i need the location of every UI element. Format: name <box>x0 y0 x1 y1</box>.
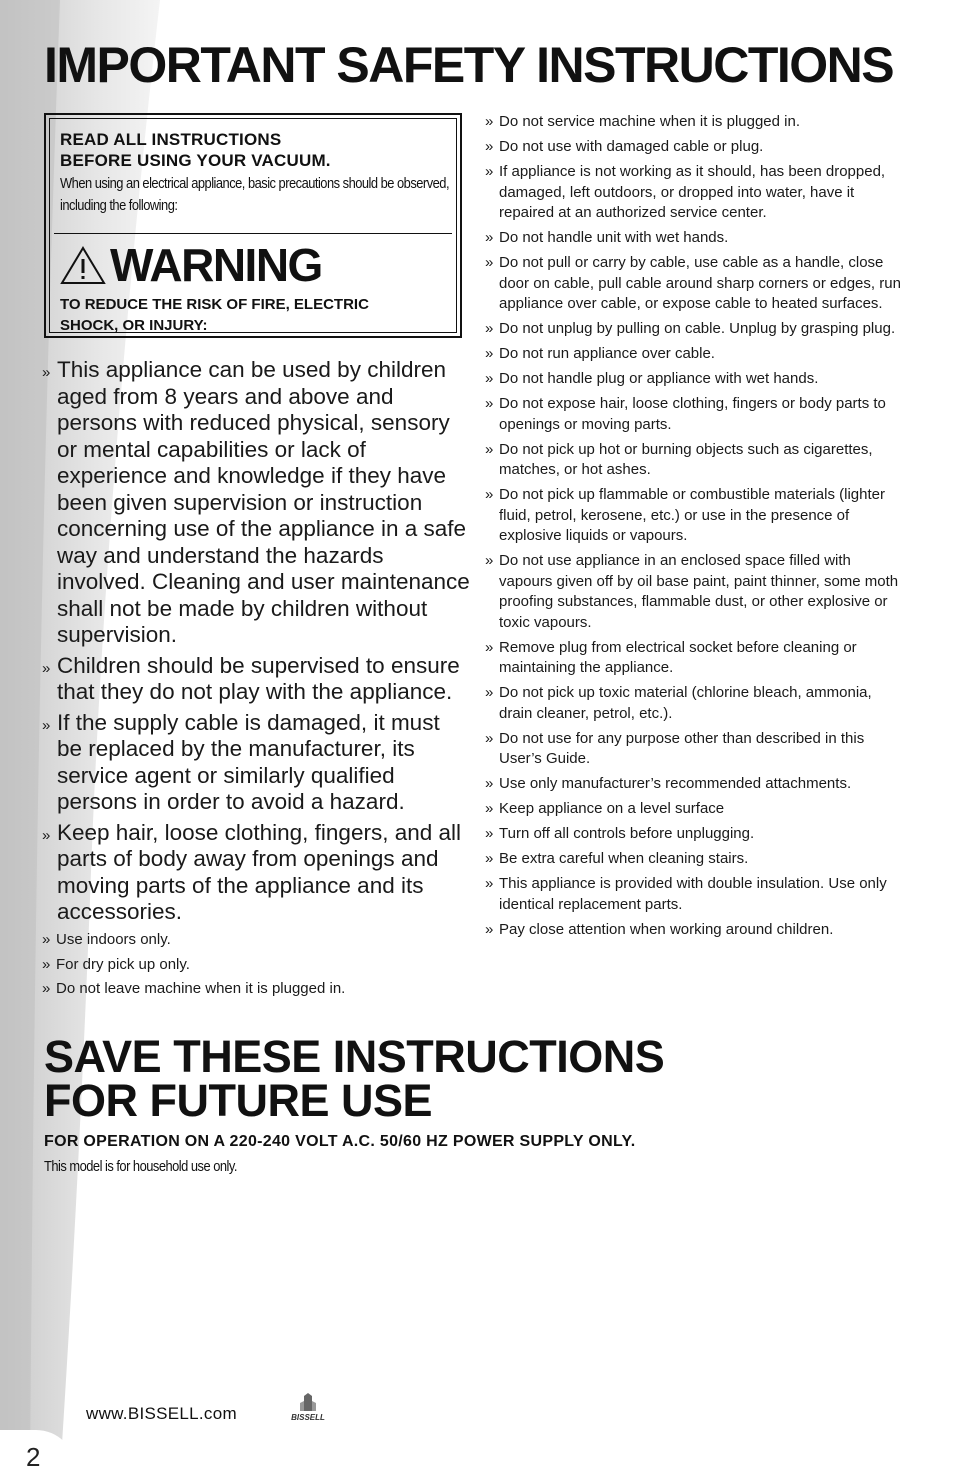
save-instructions-title <box>44 1031 665 1126</box>
precautions-text: When using an electrical appliance, basic precautions should be observed, including the following: <box>60 175 450 214</box>
list-item <box>42 930 462 951</box>
list-item <box>42 653 470 706</box>
bullet-marker: » <box>42 955 51 973</box>
secondary-warnings-list <box>42 930 462 1004</box>
bullet-marker: » <box>485 113 494 130</box>
power-supply-note: FOR OPERATION ON A 220-240 VOLT A.C. 50/60 HZ POWER SUPPLY ONLY. <box>44 1133 636 1150</box>
list-item-text: Be extra careful when cleaning stairs. <box>499 850 749 867</box>
bullet-marker: » <box>42 931 51 948</box>
list-item <box>485 319 905 340</box>
list-item-text: Do not unplug by pulling on cable. Unplug by grasping plug. <box>499 320 896 337</box>
list-item-text: Pay close attention when working around children. <box>499 920 834 938</box>
bullet-marker: » <box>485 638 494 656</box>
website-link[interactable]: www.BISSELL.com <box>86 1404 237 1423</box>
list-item <box>485 253 905 315</box>
read-instructions-inner <box>49 118 457 333</box>
page-title: IMPORTANT SAFETY INSTRUCTIONS <box>44 37 894 93</box>
list-item-text: Keep hair, loose clothing, fingers, and all parts of body away from openings and moving parts of the appliance and its accessories. <box>57 819 462 924</box>
list-item-text: Keep appliance on a level surface <box>499 800 725 817</box>
list-item-text: Do not pull or carry by cable, use cable as a handle, close door on cable, pull cable around sharp corners or edges, run appliance over cable, or expose cable to heated surfaces. <box>499 254 901 312</box>
list-item <box>485 369 905 390</box>
svg-text:BISSELL: BISSELL <box>291 1413 325 1422</box>
list-item-text: If appliance is not working as it should, has been dropped, damaged, left outdoors, or dropped into water, have it repaired at an authorized service center. <box>499 163 886 221</box>
bullet-marker: » <box>42 716 51 734</box>
list-item <box>485 344 905 365</box>
risk-line2: SHOCK, OR INJURY: <box>60 317 208 334</box>
bullet-marker: » <box>42 826 51 844</box>
bullet-marker: » <box>485 800 494 817</box>
warning-triangle-icon <box>60 245 106 285</box>
bullet-marker: » <box>485 138 494 155</box>
warning-heading <box>60 239 446 291</box>
list-item <box>485 874 905 915</box>
list-item-text: Do not leave machine when it is plugged in. <box>56 980 346 997</box>
list-item-text: Use only manufacturer’s recommended attachments. <box>499 775 852 792</box>
bullet-marker: » <box>485 825 494 842</box>
list-item-text: This appliance is provided with double insulation. Use only identical replacement parts. <box>499 875 887 913</box>
list-item <box>485 920 905 941</box>
bullet-marker: » <box>485 920 494 938</box>
list-item <box>485 394 905 435</box>
bullet-marker: » <box>485 850 494 867</box>
read-all-line1: READ ALL INSTRUCTIONS <box>60 130 282 149</box>
list-item <box>485 440 905 481</box>
list-item <box>485 774 905 795</box>
list-item-text: Do not use with damaged cable or plug. <box>499 138 764 155</box>
bullet-marker: » <box>485 552 494 569</box>
read-all-heading <box>60 129 446 171</box>
right-warnings-list <box>485 112 905 945</box>
list-item-text: Do not use appliance in an enclosed space filled with vapours given off by oil base paint, paint thinner, some moth proofing substances, flammable dust, or other explosive or toxic vapours. <box>499 552 899 631</box>
list-item <box>42 955 462 976</box>
list-item-text: Do not handle unit with wet hands. <box>499 229 729 246</box>
list-item <box>485 228 905 249</box>
bullet-marker: » <box>485 163 494 180</box>
list-item-text: Do not run appliance over cable. <box>499 345 715 362</box>
list-item <box>485 849 905 870</box>
bullet-marker: » <box>485 486 494 503</box>
bullet-marker: » <box>485 729 494 747</box>
list-item-text: Do not expose hair, loose clothing, fingers or body parts to openings or moving parts. <box>499 395 886 433</box>
list-item-text: Remove plug from electrical socket before cleaning or maintaining the appliance. <box>499 638 857 676</box>
list-item <box>485 162 905 224</box>
save-title-line1: SAVE THESE INSTRUCTIONS <box>44 1031 665 1082</box>
bullet-marker: » <box>485 875 494 892</box>
bullet-marker: » <box>42 364 51 381</box>
bullet-marker: » <box>42 659 51 677</box>
warning-word: WARNING <box>110 239 322 291</box>
primary-warnings-list <box>42 357 470 930</box>
list-item <box>485 824 905 845</box>
list-item-text: For dry pick up only. <box>56 955 190 973</box>
bullet-marker: » <box>485 775 494 792</box>
bullet-marker: » <box>485 684 494 701</box>
list-item <box>42 357 470 649</box>
list-item <box>42 820 470 926</box>
list-item <box>485 112 905 133</box>
list-item-text: Do not pick up hot or burning objects such as cigarettes, matches, or hot ashes. <box>499 440 873 478</box>
list-item-text: Turn off all controls before unplugging. <box>499 825 755 842</box>
read-instructions-box <box>44 113 462 338</box>
list-item-text: Do not pick up flammable or combustible materials (lighter fluid, petrol, kerosene, etc.) or use in the presence of explosive liquids or vapours. <box>499 486 885 544</box>
list-item-text: Do not pick up toxic material (chlorine bleach, ammonia, drain cleaner, petrol, etc.). <box>499 684 872 722</box>
list-item-text: Use indoors only. <box>56 931 171 948</box>
bullet-marker: » <box>485 395 494 412</box>
list-item <box>485 485 905 547</box>
list-item <box>42 710 470 816</box>
list-item-text: Do not service machine when it is plugged in. <box>499 113 800 130</box>
read-all-line2: BEFORE USING YOUR VACUUM. <box>60 151 331 170</box>
page-number: 2 <box>26 1442 41 1472</box>
list-item <box>485 638 905 679</box>
list-item <box>42 979 462 1000</box>
bullet-marker: » <box>485 345 494 362</box>
bullet-marker: » <box>42 980 51 997</box>
notice-divider <box>54 233 452 234</box>
bullet-marker: » <box>485 370 494 387</box>
list-item-text: Children should be supervised to ensure that they do not play with the appliance. <box>57 652 460 704</box>
list-item <box>485 799 905 820</box>
list-item-text: If the supply cable is damaged, it must be replaced by the manufacturer, its service agent or similarly qualified persons in order to avoid a hazard. <box>57 709 440 814</box>
bullet-marker: » <box>485 254 494 271</box>
risk-line1: TO REDUCE THE RISK OF FIRE, ELECTRIC <box>60 296 369 313</box>
list-item <box>485 683 905 724</box>
bullet-marker: » <box>485 440 494 458</box>
list-item <box>485 551 905 633</box>
list-item-text: Do not handle plug or appliance with wet hands. <box>499 370 819 387</box>
risk-text <box>60 294 446 336</box>
list-item <box>485 729 905 770</box>
bullet-marker: » <box>485 320 494 337</box>
list-item-text: Do not use for any purpose other than described in this User’s Guide. <box>499 729 865 767</box>
list-item-text: This appliance can be used by children aged from 8 years and above and persons with reduced physical, sensory or mental capabilities or lack of experience and knowledge if they have been given supervision or instruction concerning use of the appliance in a safe way and understand the hazards involved. Cleaning and user maintenance shall not be made by children without supervision. <box>57 357 470 647</box>
list-item <box>485 137 905 158</box>
household-use-note: This model is for household use only. <box>44 1158 237 1175</box>
bullet-marker: » <box>485 229 494 246</box>
save-title-line2: FOR FUTURE USE <box>44 1075 433 1126</box>
bissell-logo <box>284 1393 332 1425</box>
